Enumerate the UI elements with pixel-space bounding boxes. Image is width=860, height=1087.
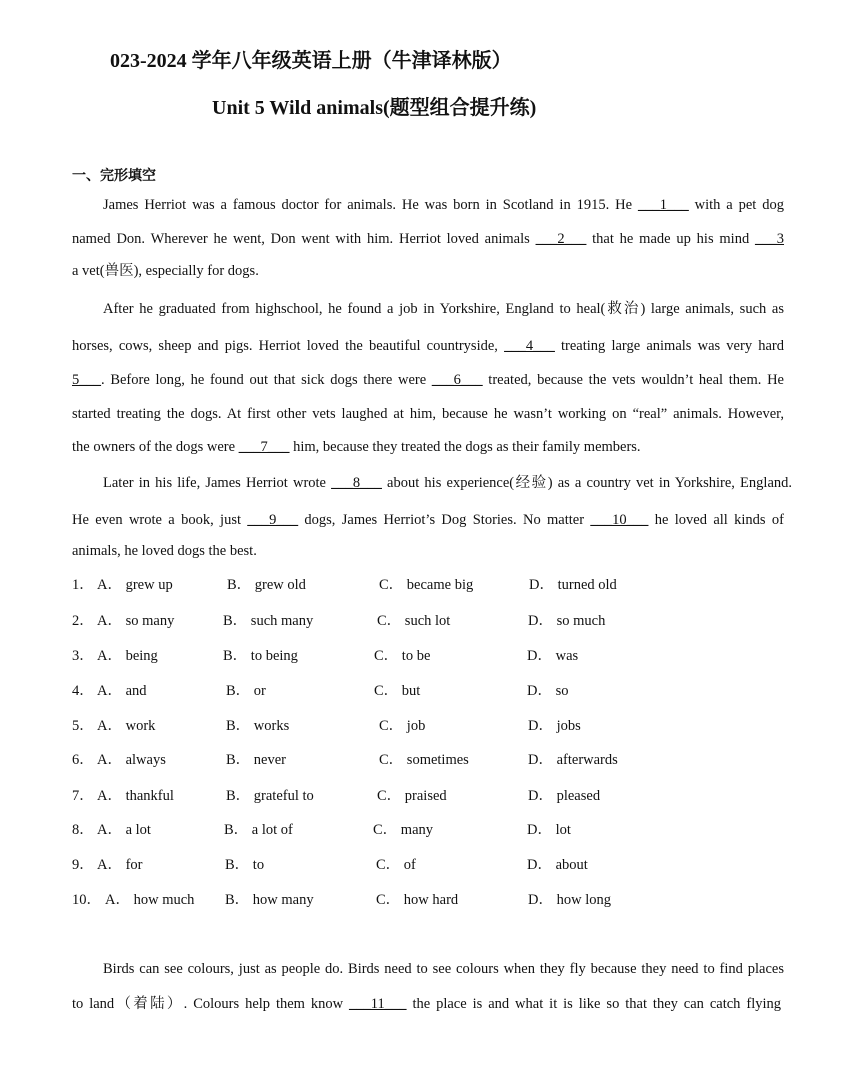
blank-3: ___3 bbox=[755, 231, 785, 247]
passage-line: named Don. Wherever he went, Don went with him. Herriot loved animals ___2___ that he made up his mind ___3 bbox=[72, 231, 785, 247]
passage-line: started treating the dogs. At first other vets laughed at him, because he wasn’t working on “real” animals. However, bbox=[72, 406, 784, 422]
option-a: A． being bbox=[97, 648, 158, 664]
question-number: 6． bbox=[72, 752, 94, 768]
question-number: 4． bbox=[72, 683, 94, 699]
option-c: C． of bbox=[376, 857, 416, 873]
question-number: 10． bbox=[72, 892, 101, 908]
option-b: B． grateful to bbox=[226, 788, 314, 804]
option-d: D． so bbox=[527, 683, 569, 699]
document-subtitle: Unit 5 Wild animals(题型组合提升练) bbox=[212, 97, 537, 119]
option-c: C． how hard bbox=[376, 892, 459, 908]
passage-line: Birds can see colours, just as people do. Birds need to see colours when they fly because they need to find places bbox=[103, 961, 784, 977]
option-a: A． for bbox=[97, 857, 143, 873]
option-b: B． such many bbox=[223, 613, 314, 629]
option-d: D． about bbox=[527, 857, 588, 873]
blank-10: ___10___ bbox=[590, 512, 649, 528]
passage-line: a vet(兽医), especially for dogs. bbox=[72, 263, 259, 279]
option-a: A． and bbox=[97, 683, 147, 699]
option-c: C． many bbox=[373, 822, 434, 838]
passage-line: the owners of the dogs were ___7___ him, because they treated the dogs as their family members. bbox=[72, 439, 641, 455]
option-a: A． grew up bbox=[97, 577, 173, 593]
passage-line: He even wrote a book, just ___9___ dogs, James Herriot’s Dog Stories. No matter ___10___ he loved all kinds of bbox=[72, 512, 784, 528]
option-d: D． pleased bbox=[528, 788, 601, 804]
option-b: B． works bbox=[226, 718, 290, 734]
question-number: 2． bbox=[72, 613, 94, 629]
option-d: D． was bbox=[527, 648, 579, 664]
option-c: C． such lot bbox=[377, 613, 451, 629]
blank-8: ___8___ bbox=[331, 475, 382, 491]
option-c: C． job bbox=[379, 718, 426, 734]
blank-5: 5___ bbox=[72, 372, 101, 388]
question-number: 9． bbox=[72, 857, 94, 873]
option-b: B． how many bbox=[225, 892, 314, 908]
option-c: C． became big bbox=[379, 577, 474, 593]
option-a: A． work bbox=[97, 718, 156, 734]
blank-4: ___4___ bbox=[504, 338, 555, 354]
option-c: C． but bbox=[374, 683, 421, 699]
option-a: A． a lot bbox=[97, 822, 151, 838]
option-c: C． praised bbox=[377, 788, 447, 804]
option-a: A． so many bbox=[97, 613, 175, 629]
option-b: B． to bbox=[225, 857, 265, 873]
option-b: B． grew old bbox=[227, 577, 306, 593]
blank-6: ___6___ bbox=[431, 372, 483, 388]
option-b: B． or bbox=[226, 683, 266, 699]
passage-line: animals, he loved dogs the best. bbox=[72, 543, 257, 559]
option-b: B． a lot of bbox=[224, 822, 293, 838]
blank-9: ___9___ bbox=[247, 512, 299, 528]
question-number: 1． bbox=[72, 577, 94, 593]
question-number: 8． bbox=[72, 822, 94, 838]
document-title: 023-2024 学年八年级英语上册（牛津译林版） bbox=[110, 50, 512, 72]
passage-line: 5___. Before long, he found out that sick dogs there were ___6___ treated, because the vets wouldn’t heal them. He bbox=[72, 372, 784, 388]
option-b: B． never bbox=[226, 752, 286, 768]
option-d: D． jobs bbox=[528, 718, 581, 734]
option-d: D． how long bbox=[528, 892, 611, 908]
option-a: A． thankful bbox=[97, 788, 174, 804]
blank-2: ___2___ bbox=[535, 231, 587, 247]
question-number: 7． bbox=[72, 788, 94, 804]
option-d: D． lot bbox=[527, 822, 571, 838]
option-d: D． afterwards bbox=[528, 752, 618, 768]
question-number: 5． bbox=[72, 718, 94, 734]
option-d: D． turned old bbox=[529, 577, 617, 593]
option-d: D． so much bbox=[528, 613, 606, 629]
option-c: C． sometimes bbox=[379, 752, 469, 768]
blank-11: ___11___ bbox=[349, 996, 407, 1012]
option-c: C． to be bbox=[374, 648, 431, 664]
option-a: A． always bbox=[97, 752, 166, 768]
option-a: A． how much bbox=[105, 892, 195, 908]
question-number: 3． bbox=[72, 648, 94, 664]
passage-line: After he graduated from highschool, he found a job in Yorkshire, England to heal(救治) large animals, such as bbox=[103, 301, 784, 317]
section-heading: 一、完形填空 bbox=[72, 168, 156, 184]
passage-line: Later in his life, James Herriot wrote ___8___ about his experience(经验) as a country vet in Yorkshire, England. bbox=[103, 475, 792, 491]
passage-line: James Herriot was a famous doctor for animals. He was born in Scotland in 1915. He ___1___ with a pet dog bbox=[103, 197, 784, 213]
passage-line: to land（着陆）. Colours help them know ___11___ the place is and what it is like so that they can catch flying bbox=[72, 996, 782, 1012]
blank-7: ___7___ bbox=[238, 439, 290, 455]
passage-line: horses, cows, sheep and pigs. Herriot loved the beautiful countryside, ___4___ treating large animals was very hard bbox=[72, 338, 784, 354]
option-b: B． to being bbox=[223, 648, 298, 664]
blank-1: ___1___ bbox=[637, 197, 689, 213]
